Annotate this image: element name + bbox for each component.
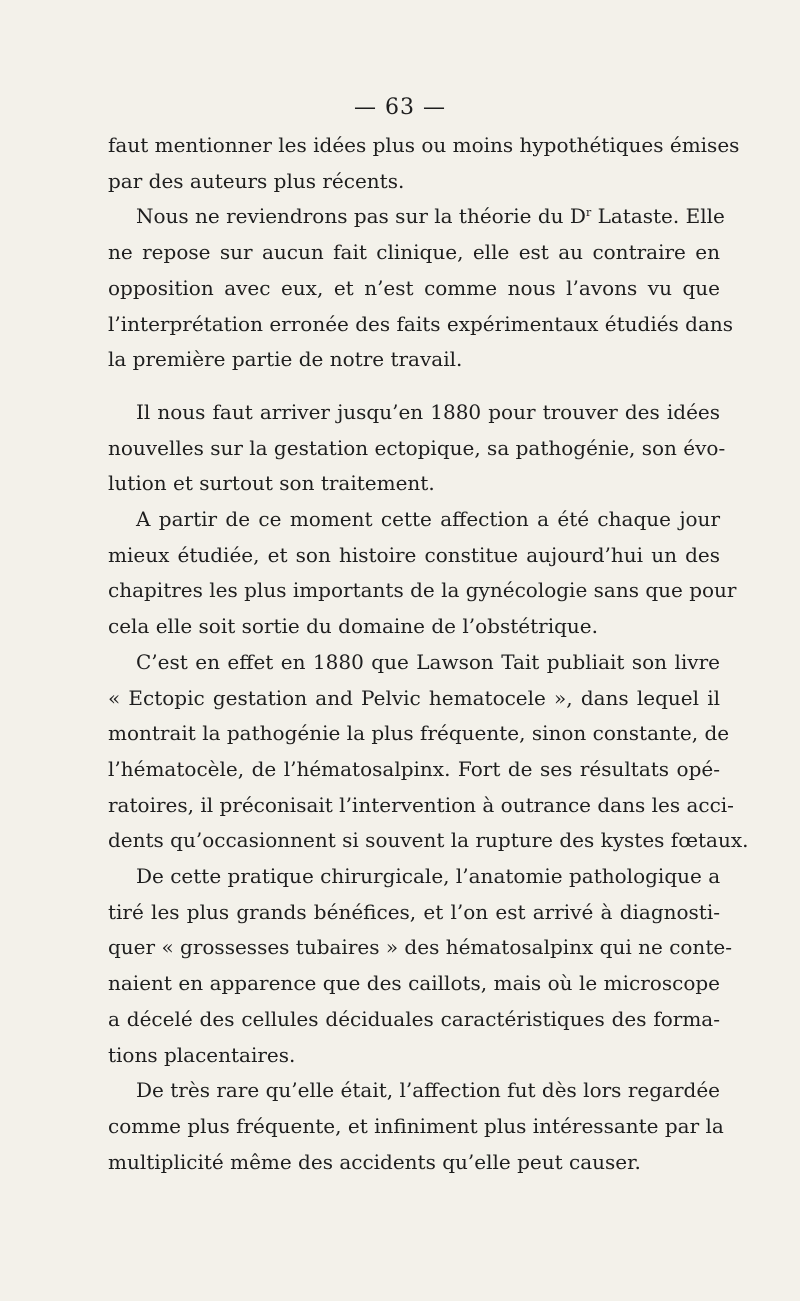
text-line: montrait la pathogénie la plus fréquente, sinon constante, de (108, 721, 730, 746)
text-line: A partir de ce moment cette affection a été chaque jour (136, 507, 720, 532)
text-line: tiré les plus grands bénéfices, et l’on est arrivé à diagnosti- (108, 899, 720, 924)
text-line: C’est en effet en 1880 que Lawson Tait publiait son livre (136, 649, 720, 674)
paragraph-2 (108, 199, 734, 378)
text-line: multiplicité même des accidents qu’elle peut causer. (108, 1149, 641, 1174)
text-line: lution et surtout son traitement. (108, 471, 435, 496)
text-line: cela elle soit sortie du domaine de l’obstétrique. (108, 614, 598, 639)
superscript: r (585, 206, 592, 220)
text-line (108, 199, 725, 235)
text-line: l’hématocèle, de l’hématosalpinx. Fort de ses résultats opé- (108, 756, 720, 781)
text-line: faut mentionner les idées plus ou moins hypothétiques émises (108, 133, 740, 157)
text-line: tions placentaires. (108, 1042, 296, 1067)
text-segment: Lataste. Elle (591, 204, 725, 229)
text-segment: Nous ne reviendrons pas sur la théorie du D (136, 204, 586, 229)
text-line: dents qu’occasionnent si souvent la rupture des kystes fœtaux. (108, 828, 749, 853)
text-line: a décelé des cellules déciduales caractéristiques des forma- (108, 1006, 720, 1031)
text-line: opposition avec eux, et n’est comme nous l’avons vu que (108, 275, 720, 300)
text-line: De très rare qu’elle était, l’affection fut dès lors regardée (136, 1078, 720, 1103)
paragraph-4 (108, 502, 737, 645)
text-line: « Ectopic gestation and Pelvic hematocele », dans lequel il (108, 685, 720, 710)
paragraph-7 (108, 1073, 724, 1180)
text-line: ne repose sur aucun fait clinique, elle est au contraire en (108, 240, 720, 265)
text-line: nouvelles sur la gestation ectopique, sa pathogénie, son évo- (108, 435, 726, 460)
text-line: comme plus fréquente, et infiniment plus intéressante par la (108, 1113, 724, 1138)
text-line: Il nous faut arriver jusqu’en 1880 pour trouver des idées (136, 399, 720, 424)
text-line: quer « grossesses tubaires » des hématosalpinx qui ne conte- (108, 935, 732, 960)
text-line: mieux étudiée, et son histoire constitue aujourd’hui un des (108, 542, 720, 567)
paragraph-3 (108, 395, 726, 502)
text-line: l’interprétation erronée des faits expérimentaux étudiés dans (108, 311, 734, 336)
text-line: De cette pratique chirurgicale, l’anatomie pathologique a (136, 864, 721, 889)
paragraph-6 (108, 859, 732, 1073)
text-line: ratoires, il préconisait l’intervention à outrance dans les acci- (108, 792, 734, 817)
text-line: la première partie de notre travail. (108, 347, 463, 372)
text-line: naient en apparence que des caillots, mais où le microscope (108, 971, 720, 996)
body-text (108, 128, 749, 1180)
paragraph-5 (108, 645, 749, 859)
text-line: par des auteurs plus récents. (108, 168, 405, 193)
paragraph-1 (108, 128, 740, 199)
text-line: chapitres les plus importants de la gynécologie sans que pour (108, 578, 737, 603)
page-number: — 63 — (354, 95, 446, 120)
